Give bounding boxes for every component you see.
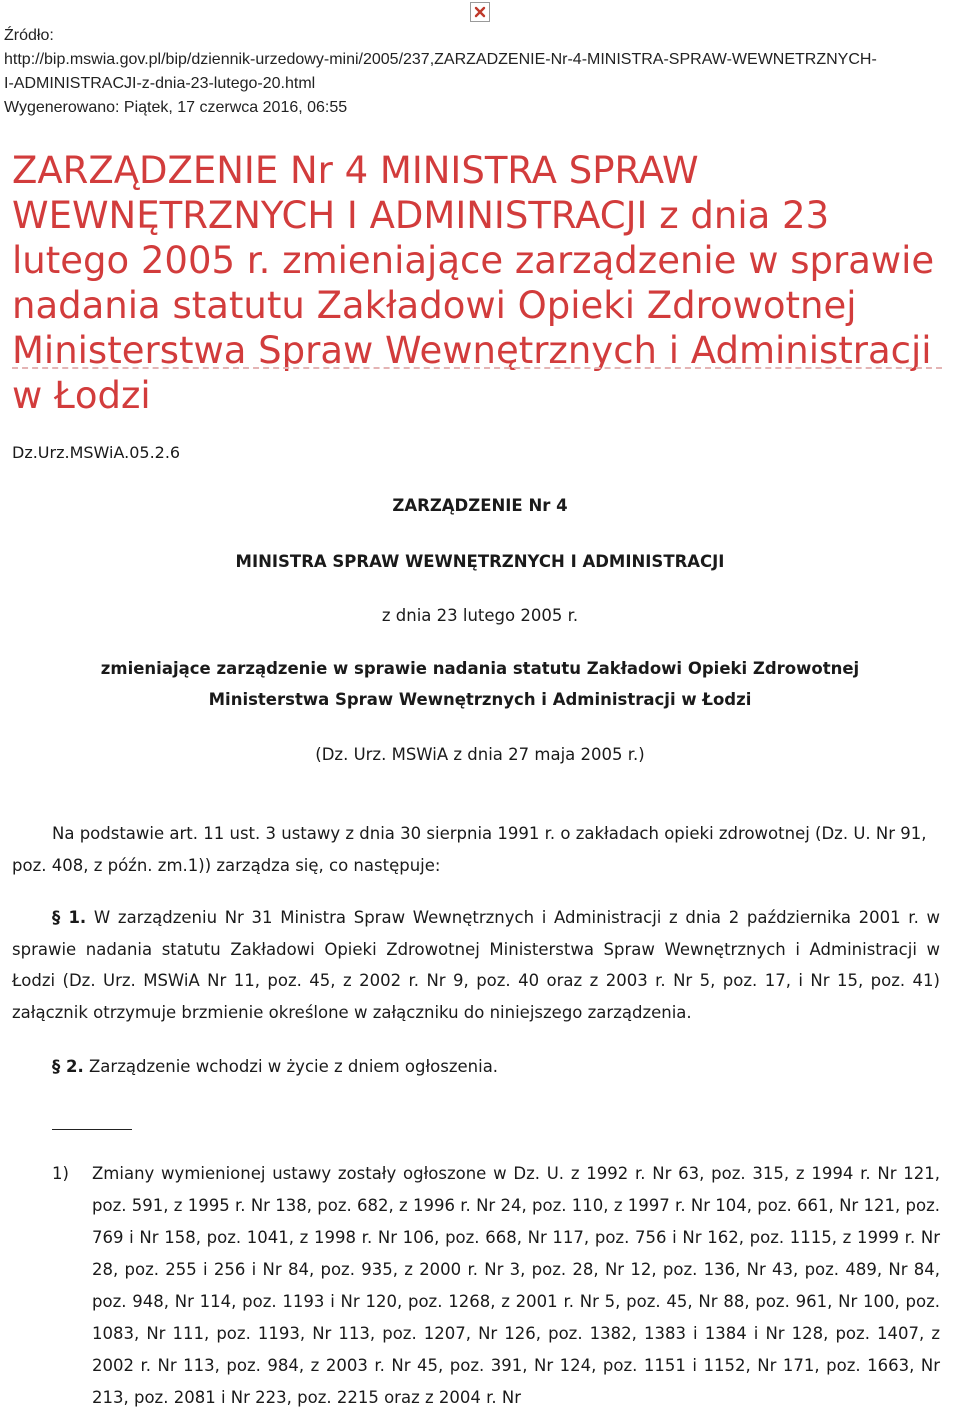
source-url-line-1: http://bip.mswia.gov.pl/bip/dziennik-urzedowy-mini/2005/237,ZARZADZENIE-Nr-4-MINISTRA-SPRAW-WEWNETRZNYCH- [4, 51, 877, 68]
preamble [12, 818, 940, 881]
section-2-text: Zarządzenie wchodzi w życie z dniem ogłoszenia. [89, 1057, 499, 1076]
generated-timestamp: Wygenerowano: Piątek, 17 czerwca 2016, 06:55 [4, 99, 348, 116]
journal-reference: Dz.Urz.MSWiA.05.2.6 [12, 443, 181, 462]
broken-image-icon [470, 2, 490, 22]
document-title: ZARZĄDZENIE Nr 4 MINISTRA SPRAW WEWNĘTRZNYCH I ADMINISTRACJI z dnia 23 lutego 2005 r. zmieniające zarządzenie w sprawie nadania statutu Zakładowi Opieki Zdrowotnej Ministerstwa Spraw Wewnętrznych i Administracji w Łodzi [12, 149, 935, 417]
section-2 [12, 1051, 940, 1083]
footnote-number: 1) [52, 1164, 69, 1183]
heading-line-2: MINISTRA SPRAW WEWNĘTRZNYCH I ADMINISTRACJI [235, 552, 725, 571]
preamble-text: Na podstawie art. 11 ust. 3 ustawy z dnia 30 sierpnia 1991 r. o zakładach opieki zdrowotnej (Dz. U. Nr 91, poz. 408, z późn. zm.1)) zarządza się, co następuje: [12, 824, 927, 875]
subject-line-1: zmieniające zarządzenie w sprawie nadania statutu Zakładowi Opieki Zdrowotnej [100, 659, 860, 678]
section-1 [12, 902, 940, 1028]
publication-note: (Dz. Urz. MSWiA z dnia 27 maja 2005 r.) [315, 745, 645, 764]
source-url-line-2: I-ADMINISTRACJI-z-dnia-23-lutego-20.html [4, 75, 316, 92]
source-label: Źródło: [4, 27, 54, 44]
subject-line-2: Ministerstwa Spraw Wewnętrznych i Administracji w Łodzi [208, 690, 752, 709]
section-1-mark: § 1. [52, 908, 87, 927]
heading-date: z dnia 23 lutego 2005 r. [381, 606, 579, 625]
footnote-text: Zmiany wymienionej ustawy zostały ogłoszone w Dz. U. z 1992 r. Nr 63, poz. 315, z 1994 r. Nr 121, poz. 591, z 1995 r. Nr 138, poz. 682, z 1996 r. Nr 24, poz. 110, z 1997 r. Nr 104, poz. 661, Nr 121, poz. 769 i Nr 158, poz. 1041, z 1998 r. Nr 106, poz. 668, Nr 117, poz. 756 i Nr 162, poz. 1115, z 1999 r. Nr 28, poz. 255 i 256 i Nr 84, poz. 935, z 2000 r. Nr 3, poz. 28, Nr 12, poz. 136, Nr 43, poz. 489, Nr 84, poz. 948, Nr 114, poz. 1193 i Nr 120, poz. 1268, z 2001 r. Nr 5, poz. 45, Nr 88, poz. 961, Nr 100, poz. 1083, Nr 111, poz. 1193, Nr 113, poz. 1207, Nr 126, poz. 1382, 1383 i 1384 i Nr 128, poz. 1407, z 2002 r. Nr 113, poz. 984, z 2003 r. Nr 45, poz. 391, Nr 124, poz. 1151 i 1152, Nr 171, poz. 1663, Nr 213, poz. 2081 i Nr 223, poz. 2215 oraz z 2004 r. Nr [92, 1164, 940, 1407]
footnote [52, 1158, 940, 1414]
source-info [4, 24, 877, 120]
section-2-mark: § 2. [52, 1057, 84, 1076]
heading-line-1: ZARZĄDZENIE Nr 4 [392, 496, 568, 515]
title-divider [12, 367, 942, 369]
footnote-rule [52, 1129, 132, 1130]
section-1-text: W zarządzeniu Nr 31 Ministra Spraw Wewnętrznych i Administracji z dnia 2 października 2001 r. w sprawie nadania statutu Zakładowi Opieki Zdrowotnej Ministerstwa Spraw Wewnętrznych i Administracji w Łodzi (Dz. Urz. MSWiA Nr 11, poz. 45, z 2002 r. Nr 9, poz. 40 oraz z 2003 r. Nr 5, poz. 17, i Nr 15, poz. 41) załącznik otrzymuje brzmienie określone w załączniku do niniejszego zarządzenia. [12, 908, 941, 1022]
